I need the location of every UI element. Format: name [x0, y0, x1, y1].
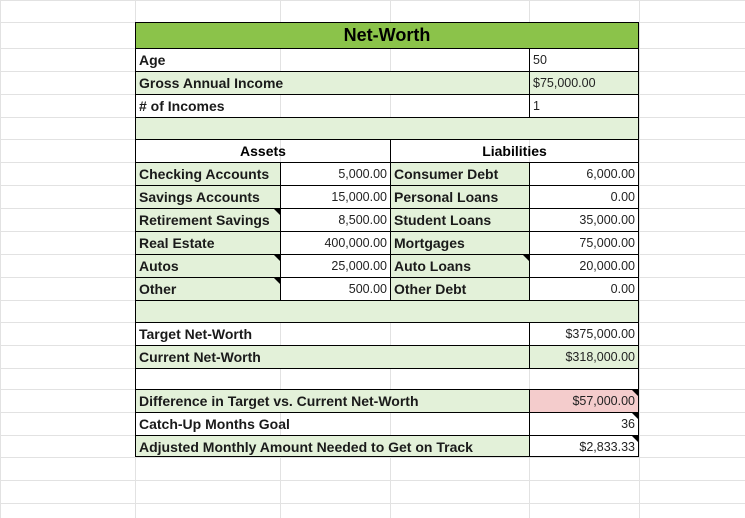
liability-value-cell[interactable]: 35,000.00	[529, 208, 639, 231]
adjusted-monthly-value-cell[interactable]: $2,833.33	[529, 435, 639, 457]
catchup-months-label[interactable]: Catch-Up Months Goal	[135, 412, 529, 435]
current-net-worth-value-cell[interactable]: $318,000.00	[529, 345, 639, 368]
assets-header[interactable]: Assets	[135, 139, 390, 162]
asset-label[interactable]: Retirement Savings	[135, 208, 280, 231]
asset-value-cell[interactable]: 15,000.00	[280, 185, 390, 208]
asset-label[interactable]: Other	[135, 277, 280, 300]
spacer-row	[135, 117, 639, 139]
liability-value-cell[interactable]: 0.00	[529, 277, 639, 300]
spacer-row	[135, 300, 639, 322]
liability-label[interactable]: Auto Loans	[390, 254, 529, 277]
asset-value-cell[interactable]: 5,000.00	[280, 162, 390, 185]
liability-label[interactable]: Other Debt	[390, 277, 529, 300]
liability-label[interactable]: Mortgages	[390, 231, 529, 254]
gross-income-label[interactable]: Gross Annual Income	[135, 71, 529, 94]
difference-value-cell[interactable]: $57,000.00	[529, 389, 639, 412]
liability-label[interactable]: Consumer Debt	[390, 162, 529, 185]
difference-label[interactable]: Difference in Target vs. Current Net-Worth	[135, 389, 529, 412]
asset-label[interactable]: Autos	[135, 254, 280, 277]
gross-income-value-cell[interactable]: $75,000.00	[529, 71, 639, 94]
incomes-count-label[interactable]: # of Incomes	[135, 94, 529, 117]
asset-value-cell[interactable]: 400,000.00	[280, 231, 390, 254]
incomes-count-value-cell[interactable]: 1	[529, 94, 639, 117]
asset-label[interactable]: Real Estate	[135, 231, 280, 254]
adjusted-monthly-label[interactable]: Adjusted Monthly Amount Needed to Get on Track	[135, 435, 529, 457]
current-net-worth-label[interactable]: Current Net-Worth	[135, 345, 529, 368]
liabilities-header[interactable]: Liabilities	[390, 139, 639, 162]
asset-label[interactable]: Savings Accounts	[135, 185, 280, 208]
spacer-row	[135, 368, 639, 389]
asset-value-cell[interactable]: 25,000.00	[280, 254, 390, 277]
sheet-title[interactable]: Net-Worth	[135, 22, 639, 48]
catchup-months-value-cell[interactable]: 36	[529, 412, 639, 435]
asset-value-cell[interactable]: 8,500.00	[280, 208, 390, 231]
asset-value-cell[interactable]: 500.00	[280, 277, 390, 300]
liability-value-cell[interactable]: 75,000.00	[529, 231, 639, 254]
asset-label[interactable]: Checking Accounts	[135, 162, 280, 185]
target-net-worth-value-cell[interactable]: $375,000.00	[529, 322, 639, 345]
liability-value-cell[interactable]: 0.00	[529, 185, 639, 208]
target-net-worth-label[interactable]: Target Net-Worth	[135, 322, 529, 345]
liability-label[interactable]: Personal Loans	[390, 185, 529, 208]
liability-value-cell[interactable]: 6,000.00	[529, 162, 639, 185]
liability-value-cell[interactable]: 20,000.00	[529, 254, 639, 277]
age-label[interactable]: Age	[135, 48, 529, 71]
age-value-cell[interactable]: 50	[529, 48, 639, 71]
liability-label[interactable]: Student Loans	[390, 208, 529, 231]
